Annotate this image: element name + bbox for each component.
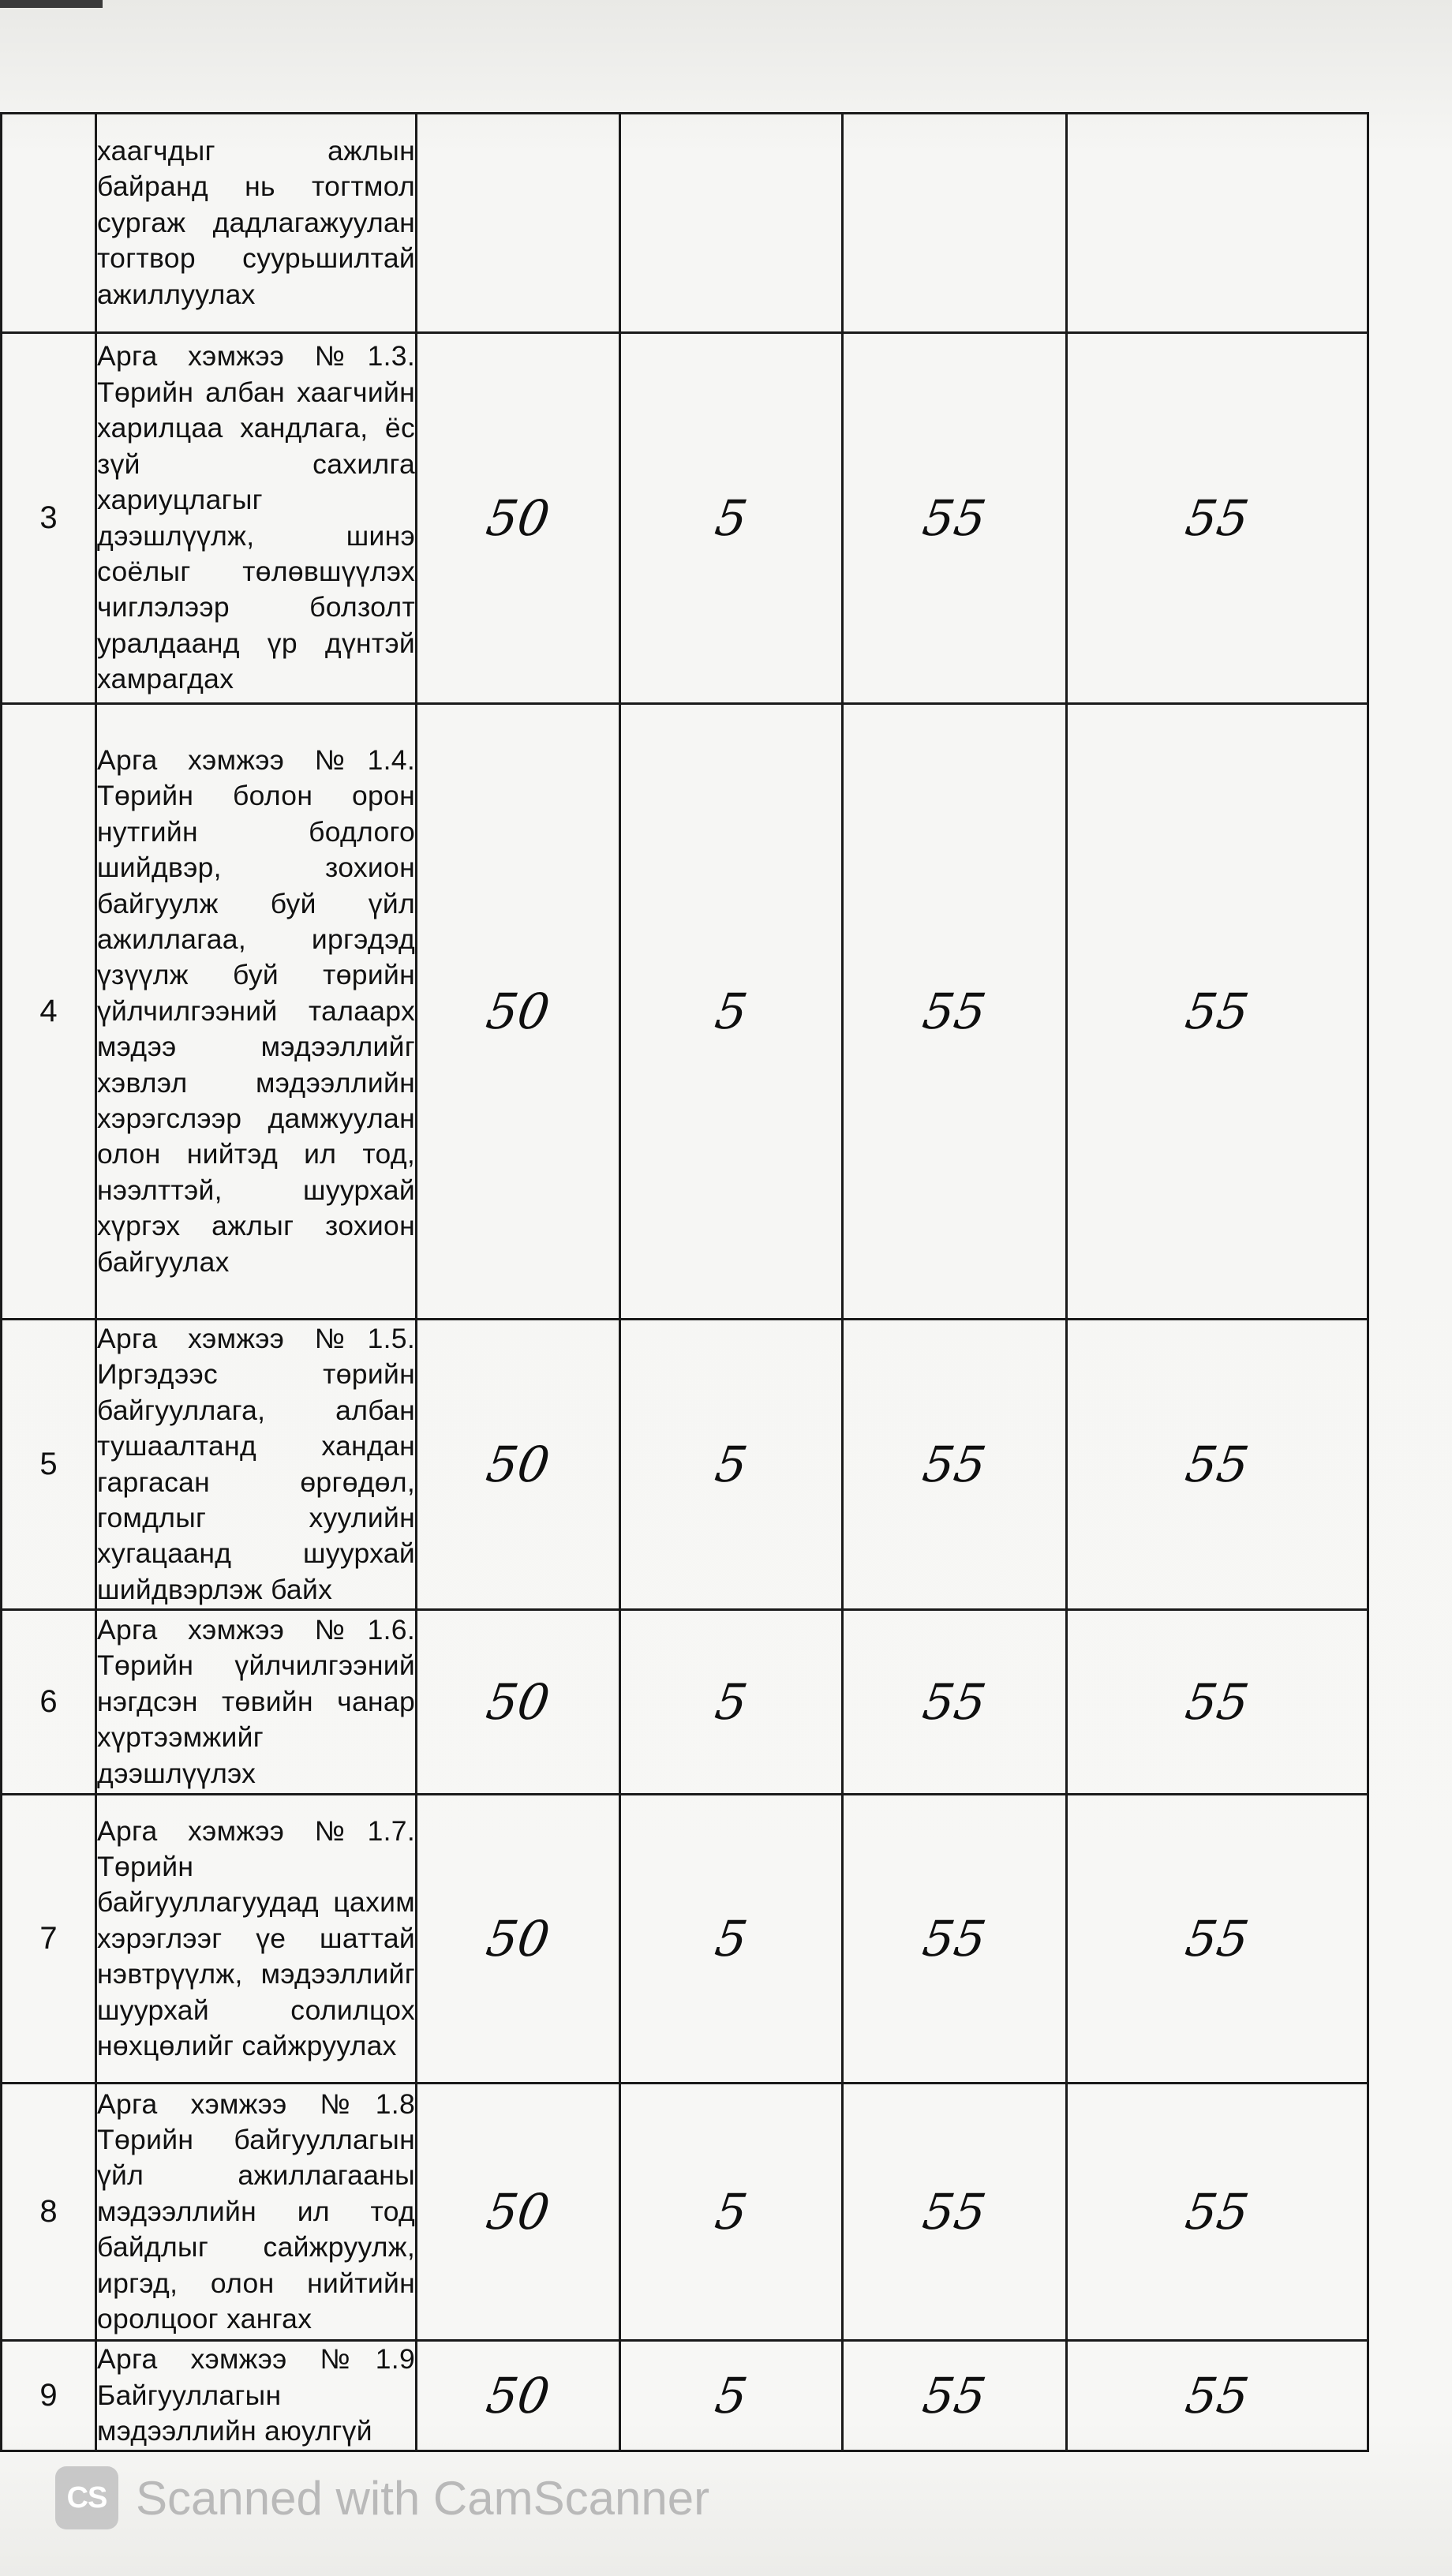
value-cell [843,1795,1067,2084]
measure-description: хаагчдыг ажлын байранд нь тогтмол сургаж дадлагажуулан тогтвор суурьшилтай ажиллуулах [96,114,417,333]
measure-description: Арга хэмжээ №1.3. Төрийн албан хаагчийн харилцаа хандлага, ёс зүй сахилга хариуцлагыг дээшлүүлж, шинэ соёлыг төлөвшүүлэх чиглэлээр болзолт уралдаанд үр дүнтэй хамрагдах [96,333,417,704]
row-number: 6 [2,1610,96,1795]
measure-description: Арга хэмжээ №1.5. Иргэдээс төрийн байгууллага, албан тушаалтанд хандан гаргасан өргөдөл, гомдлыг хуулийн хугацаанд шуурхай шийдвэрлэж байх [96,1320,417,1610]
handwritten-value: 5 [711,1673,751,1731]
row-number [2,114,96,333]
handwritten-value: 55 [1181,489,1253,547]
value-cell [417,1795,620,2084]
handwritten-value: 55 [919,1910,990,1968]
value-cell [417,333,620,704]
value-cell [1067,1610,1368,1795]
handwritten-value: 55 [919,1436,990,1493]
value-cell [417,114,620,333]
row-number: 8 [2,2084,96,2341]
handwritten-value: 5 [711,2183,751,2241]
value-cell [843,2084,1067,2341]
handwritten-value: 50 [482,983,554,1040]
handwritten-value: 55 [1181,983,1253,1040]
camscanner-watermark [55,2462,709,2533]
handwritten-value: 55 [919,1673,990,1731]
watermark-text: Scanned with CamScanner [136,2471,710,2525]
measure-description: Арга хэмжээ №1.9 Байгууллагын мэдээллийн аюулгүй [96,2341,417,2451]
handwritten-value: 5 [711,983,751,1040]
row-number: 3 [2,333,96,704]
table-row [2,704,1368,1320]
table-row [2,333,1368,704]
value-cell [620,2084,843,2341]
row-number: 9 [2,2341,96,2451]
value-cell [843,1320,1067,1610]
value-cell [843,2341,1067,2451]
handwritten-value: 5 [711,489,751,547]
value-cell [620,1320,843,1610]
handwritten-value: 55 [1181,1436,1253,1493]
value-cell [1067,1320,1368,1610]
value-cell [1067,114,1368,333]
measure-description: Арга хэмжээ №1.8 Төрийн байгууллагын үйл ажиллагааны мэдээллийн ил тод байдлыг сайжруулж, иргэд, олон нийтийн оролцоог хангах [96,2084,417,2341]
camscanner-logo-icon: CS [55,2466,118,2529]
value-cell [620,333,843,704]
row-number: 5 [2,1320,96,1610]
value-cell [620,704,843,1320]
value-cell [1067,704,1368,1320]
handwritten-value: 55 [1181,1910,1253,1968]
value-cell [620,1795,843,2084]
measure-description: Арга хэмжээ №1.6. Төрийн үйлчилгээний нэгдсэн төвийн чанар хүртээмжийг дээшлүүлэх [96,1610,417,1795]
value-cell [1067,2341,1368,2451]
value-cell [620,114,843,333]
value-cell [417,1610,620,1795]
table-row [2,2084,1368,2341]
value-cell [1067,2084,1368,2341]
value-cell [417,2084,620,2341]
handwritten-value: 55 [919,2183,990,2241]
handwritten-value: 55 [1181,2367,1253,2424]
handwritten-value: 55 [1181,1673,1253,1731]
handwritten-value: 55 [1181,2183,1253,2241]
handwritten-value: 5 [711,2367,751,2424]
handwritten-value: 5 [711,1436,751,1493]
handwritten-value: 50 [482,489,554,547]
table-row [2,2341,1368,2451]
value-cell [1067,333,1368,704]
value-cell [417,2341,620,2451]
handwritten-value: 5 [711,1910,751,1968]
value-cell [620,1610,843,1795]
value-cell [843,704,1067,1320]
value-cell [843,114,1067,333]
table-row [2,114,1368,333]
value-cell [620,2341,843,2451]
value-cell [843,333,1067,704]
handwritten-value: 50 [482,1436,554,1493]
table-row [2,1320,1368,1610]
row-number: 4 [2,704,96,1320]
table-row [2,1610,1368,1795]
value-cell [417,704,620,1320]
handwritten-value: 50 [482,2183,554,2241]
handwritten-value: 55 [919,489,990,547]
handwritten-value: 55 [919,983,990,1040]
value-cell [417,1320,620,1610]
row-number: 7 [2,1795,96,2084]
plan-table [0,112,1369,2452]
measure-description: Арга хэмжээ №1.4. Төрийн болон орон нутгийн бодлого шийдвэр, зохион байгуулж буй үйл ажиллагаа, иргэдэд үзүүлж буй төрийн үйлчилгээний талаарх мэдээ мэдээллийг хэвлэл мэдээллийн хэрэгслээр дамжуулан олон нийтэд ил тод, нээлттэй, шуурхай хүргэх ажлыг зохион байгуулах [96,704,417,1320]
handwritten-value: 50 [482,2367,554,2424]
value-cell [1067,1795,1368,2084]
handwritten-value: 55 [919,2367,990,2424]
measure-description: Арга хэмжээ №1.7. Төрийн байгууллагуудад цахим хэрэглээг үе шаттай нэвтрүүлж, мэдээллийг шуурхай солилцох нөхцөлийг сайжруулах [96,1795,417,2084]
table-row [2,1795,1368,2084]
value-cell [843,1610,1067,1795]
handwritten-value: 50 [482,1673,554,1731]
handwritten-value: 50 [482,1910,554,1968]
scan-edge-mark [0,0,103,8]
